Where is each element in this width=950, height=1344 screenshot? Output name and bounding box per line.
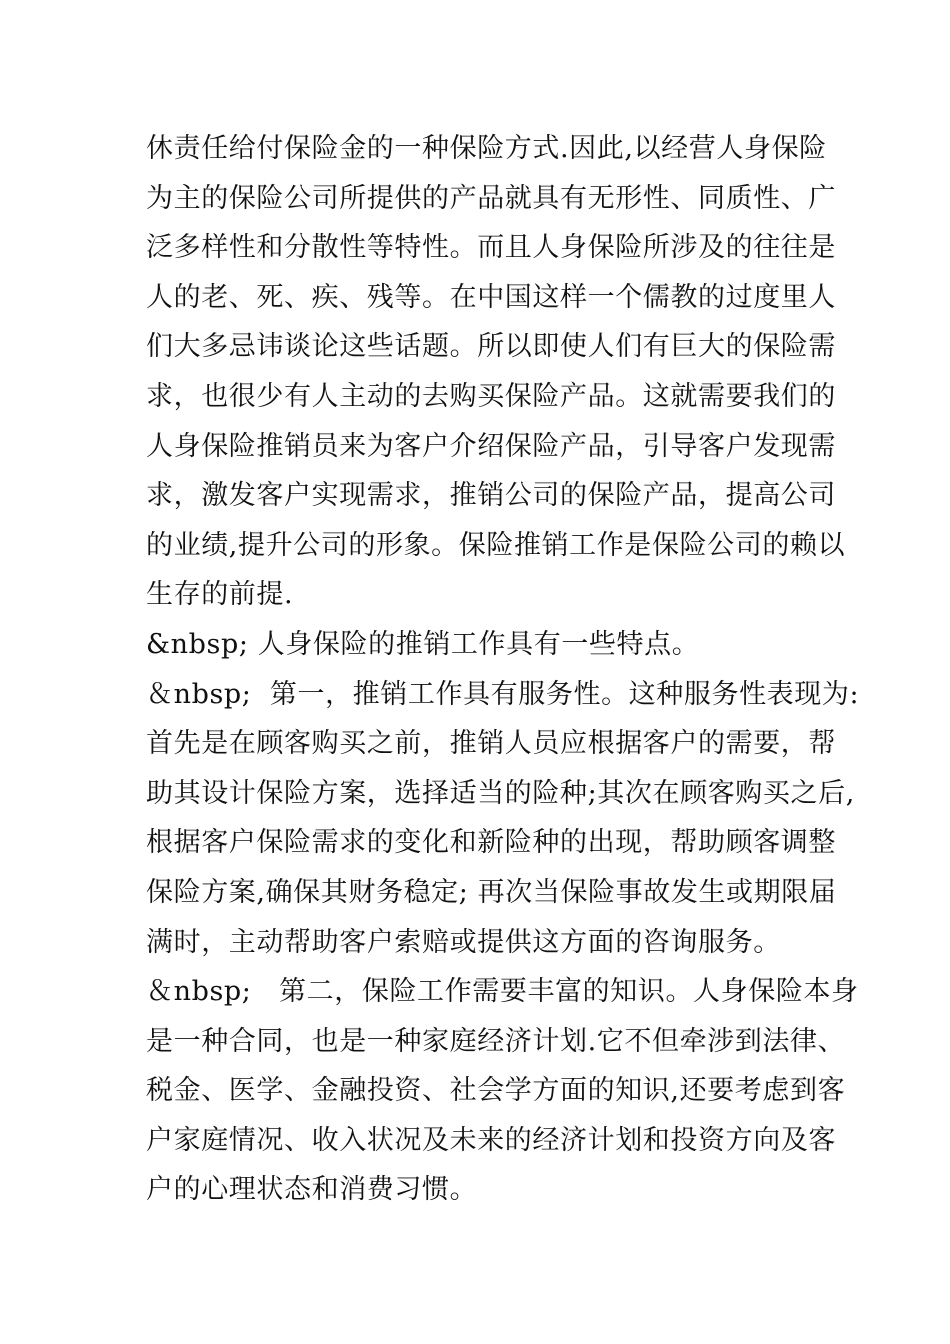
text-line-12: ＆nbsp; 第一，推销工作具有服务性。这种服务性表现为:: [146, 678, 860, 710]
text-line-18: ＆nbsp; 第二，保险工作需要丰富的知识。人身保险本身: [146, 976, 859, 1008]
text-line-1: 休责任给付保险金的一种保险方式.因此,以经营人身保险: [146, 133, 827, 164]
body-text: [146, 124, 860, 1215]
text-line-2: 为主的保险公司所提供的产品就具有无形性、同质性、广: [146, 182, 836, 214]
text-line-8: 求，激发客户实现需求，推销公司的保险产品，提高公司: [146, 480, 836, 512]
text-line-17: 满时，主动帮助客户索赔或提供这方面的咨询服务。: [146, 926, 781, 958]
text-line-10: 生存的前提.: [146, 579, 294, 611]
text-line-7: 人身保险推销员来为客户介绍保险产品，引导客户发现需: [146, 430, 836, 462]
text-line-4: 人的老、死、疾、残等。在中国这样一个儒教的过度里人: [146, 281, 836, 313]
text-line-5: 们大多忌讳谈论这些话题。所以即使人们有巨大的保险需: [146, 331, 836, 363]
text-line-13: 首先是在顾客购买之前，推销人员应根据客户的需要，帮: [146, 728, 836, 760]
text-line-15: 根据客户保险需求的变化和新险种的出现，帮助顾客调整: [146, 827, 836, 859]
text-line-20: 税金、医学、金融投资、社会学方面的知识,还要考虑到客: [146, 1075, 846, 1107]
text-line-11: &nbsp; 人身保险的推销工作具有一些特点。: [146, 628, 700, 660]
text-line-19: 是一种合同，也是一种家庭经济计划.它不但牵涉到法律、: [146, 1025, 846, 1057]
text-line-22: 户的心理状态和消费习惯。: [146, 1174, 478, 1206]
text-line-3: 泛多样性和分散性等特性。而且人身保险所涉及的往往是: [146, 232, 836, 264]
text-line-14: 助其设计保险方案，选择适当的险种;其次在顾客购买之后,: [146, 777, 855, 809]
text-line-21: 户家庭情况、收入状况及未来的经济计划和投资方向及客: [146, 1124, 836, 1156]
text-line-9: 的业绩,提升公司的形象。保险推销工作是保险公司的赖以: [146, 529, 846, 561]
text-line-16: 保险方案,确保其财务稳定; 再次当保险事故发生或期限届: [146, 876, 837, 908]
text-line-6: 求，也很少有人主动的去购买保险产品。这就需要我们的: [146, 380, 836, 412]
